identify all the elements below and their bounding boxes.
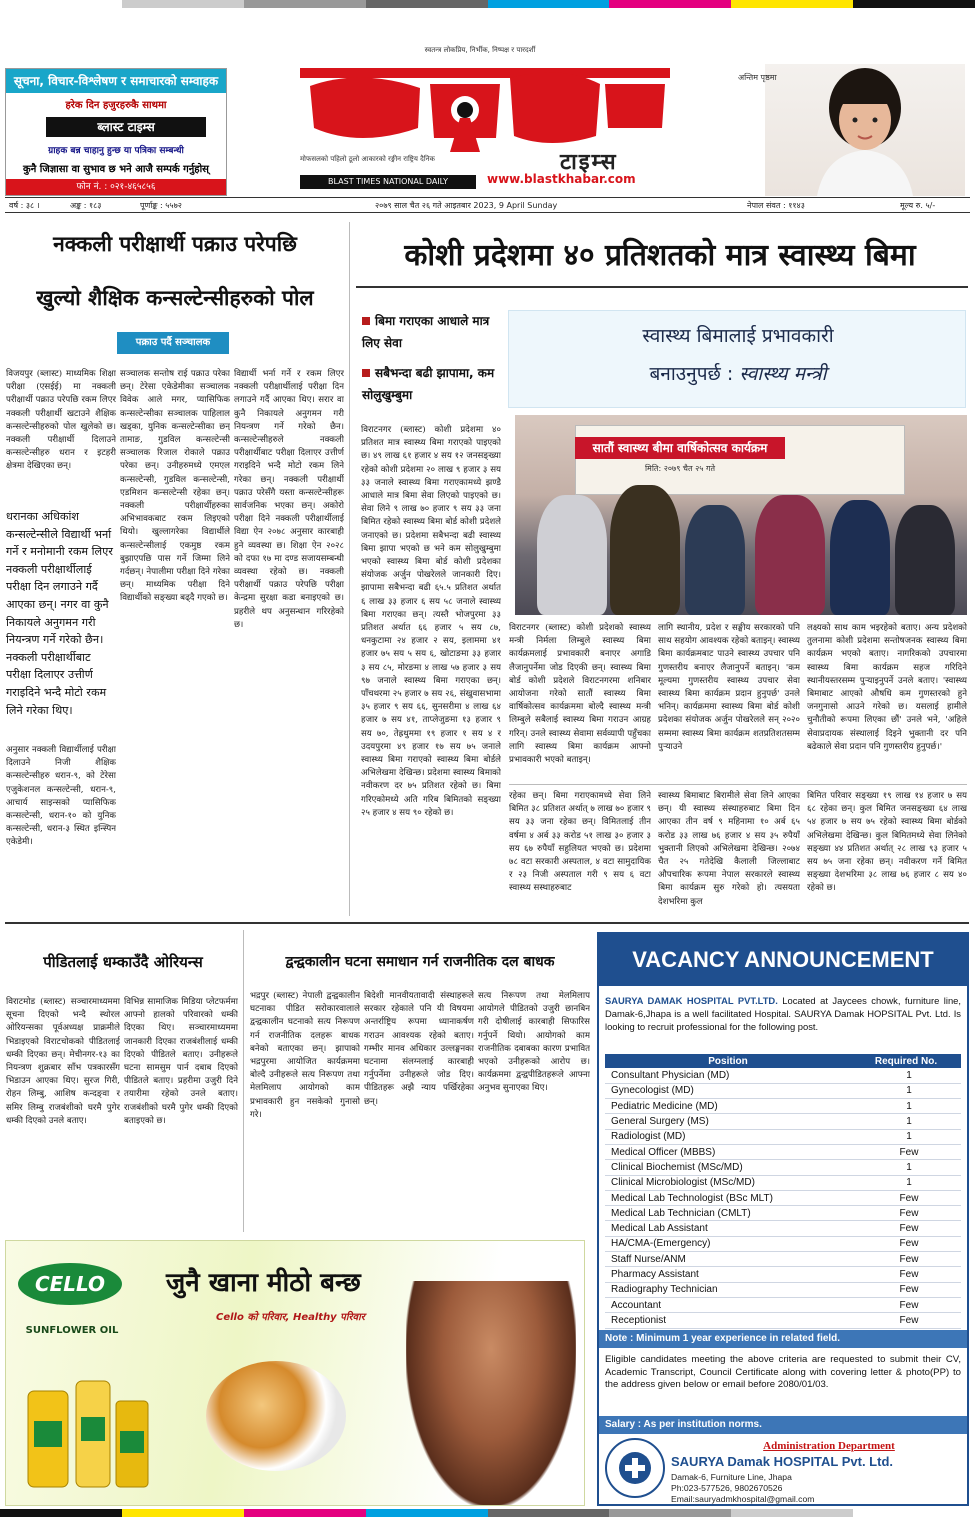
print-color-strip	[0, 1509, 975, 1517]
position-cell: Medical Lab Assistant	[605, 1221, 851, 1236]
vacancy-title: VACANCY ANNOUNCEMENT	[599, 934, 967, 986]
position-cell: Radiography Technician	[605, 1282, 851, 1297]
person-figure	[610, 485, 680, 615]
person-figure	[755, 495, 825, 615]
oil-bottles-image	[18, 1361, 153, 1491]
position-cell: Consultant Physician (MD)	[605, 1068, 851, 1083]
required-cell: Few	[851, 1190, 961, 1205]
bottom-mid-col3: सत्य निरूपण तथा मेलमिलाप आयोगले पीडितको उजुरी छानबिन गरी दोषीलाई कारबाही सिफारिस गर्नुपर्ने थियो। आयोगको काम राजनीतिक दबाबका कारण प्रभावित भएको उनीहरूको आरोप छ। कार्यक्रममा द्वन्द्वपीडितहरूले आफ्ना अनुभव सुनाएका थिए।	[478, 991, 590, 1094]
person-figure	[830, 500, 890, 615]
required-cell: Few	[851, 1267, 961, 1282]
price: मूल्य रु. ५/-	[900, 201, 936, 210]
required-cell: Few	[851, 1221, 961, 1236]
website-link[interactable]: www.blastkhabar.com	[487, 172, 636, 186]
vacancy-row	[605, 1282, 961, 1297]
required-header: Required No.	[851, 1054, 961, 1068]
photo-caption: अन्तिम पृष्ठमा	[738, 73, 777, 82]
model-image	[406, 1281, 576, 1506]
bottom-left-col2: विभिन्न सामाजिक मिडिया प्लेटफर्ममा आफ्नो हालको परिवारको धम्की दिएका थिए। सञ्चारमाध्यममा जानकारी दिएका राजबंशीलाई धम्की दिएको पीडितले बताए। उनीहरूले घटना सामसुम पार्न दबाब दिएको पीडितले बताए। प्रहरीमा उजुरी दिने तयारीमा रहेको उनले बताए। राजबंशीको घरमै पुगेर धम्की दिएको बताइएको छ।	[124, 997, 238, 1126]
main-headline: कोशी प्रदेशमा ४० प्रतिशतको मात्र स्वास्थ्य बिमा	[404, 238, 916, 273]
vacancy-row	[605, 1114, 961, 1129]
bottom-mid-headline: द्वन्द्वकालीन घटना समाधान गर्न राजनीतिक दल बाधक	[285, 954, 555, 970]
position-cell: Clinical Biochemist (MSc/MD)	[605, 1160, 851, 1175]
position-cell: Staff Nurse/ANM	[605, 1252, 851, 1267]
person-figure	[537, 495, 607, 615]
issue: अङ्क : १८३	[70, 201, 102, 210]
hospital-name: SAURYA Damak HOSPITAL Pvt. Ltd.	[671, 1454, 894, 1469]
ad-tagline: हरेक दिन हजुरहरुकै साथमा	[65, 100, 167, 111]
required-cell: 1	[851, 1099, 961, 1114]
vacancy-row	[605, 1190, 961, 1205]
vacancy-row	[605, 1160, 961, 1175]
subscription-ad	[5, 68, 227, 196]
bullet-2: सबैभन्दा बढी झापामा, कम सोलुखुम्बुमा	[362, 366, 495, 402]
banner-date: मिति: २०७९ चैत २५ गते	[644, 464, 716, 473]
event-banner	[575, 425, 905, 495]
required-cell: Few	[851, 1206, 961, 1221]
date: २०७९ साल चैत २६ गते आइतबार 2023, 9 April Sunday	[375, 201, 558, 210]
vacancy-row	[605, 1083, 961, 1098]
position-cell: Receptionist	[605, 1313, 851, 1328]
position-cell: Gynecologist (MD)	[605, 1083, 851, 1098]
position-cell: Medical Officer (MBBS)	[605, 1144, 851, 1159]
dateline-bar	[5, 197, 970, 213]
vacancy-row	[605, 1313, 961, 1328]
left-col3-text: विद्यार्थी भर्ना गर्ने र रकम लिएर नक्कली परीक्षार्थीलाई परीक्षा दिन लगाउने गर्दै आएका थिए। सरार वा कुनै निकायले अनुगमन गरी नियन्त्रण गर्ने गरेको छैन। कन्सल्टेन्सीहरुले नक्कली परीक्षार्थीबाट परीक्षा दिलाएर उत्तीर्ण गराइदिने भन्दै मोटो रकम लिने गरेका छन्। नक्कली परीक्षार्थी पक्राउ परेसँगै यस्ता कन्सल्टेन्सीहरू सार्वजनिक भएका छन्। अकोरो परीक्षा दिने नक्कली परीक्षार्थीलाई विद्या ऐन २०७८ अनुसार कारबाही हुने व्यवस्था छ। शिक्षा ऐन २०२८ को दफा १७ मा दण्ड सजायसम्बन्धी व्यवस्था रहेको छ। नक्कली परीक्षार्थी पक्राउ परेपछि परीक्षा केन्द्रमा सुरक्षा कडा बनाइएको छ। प्रहरीले थप अनुसन्धान गरिरहेको छ।	[234, 369, 344, 630]
vacancy-row	[605, 1129, 961, 1144]
column-divider	[243, 930, 244, 1232]
left-col1b-text: अनुसार नक्कली विद्यार्थीलाई परीक्षा दिलाउने निजी शैक्षिक कन्सल्टेन्सीहरु धरान-९, को टेरेसा एजुकेशनल कन्सल्टेन्सी, धरान-९, आचार्य साइन्सको प्यासिफिक कन्सल्टेन्सी, धरान-१० को युनिक कन्सल्टेन्सी, धरान-३ स्थित इन्स्पिन एकेडेमी।	[6, 745, 116, 848]
required-cell: 1	[851, 1114, 961, 1129]
bullet-1: बिमा गराएका आधाले मात्र लिए सेवा	[362, 314, 490, 350]
vacancy-row	[605, 1068, 961, 1083]
hospital-logo	[605, 1438, 665, 1498]
required-cell: Few	[851, 1282, 961, 1297]
person-figure	[895, 505, 955, 615]
position-cell: HA/CMA-(Emergency)	[605, 1236, 851, 1251]
cello-headline: जुनै खाना मीठो बन्छ	[166, 1268, 361, 1298]
vacancy-intro: SAURYA DAMAK HOSPITAL PVT.LTD. Located at Jaycees chowk, furniture line, Damak-6,Jhapa is a well facilitated Hospital. SAURYA Damak HOPSITAL Pvt. Ltd. Is looking to recruit professional for the following post.	[605, 995, 961, 1032]
column-divider	[349, 222, 350, 916]
headline-rule	[356, 286, 968, 288]
left-col1-text: विजयपुर (ब्लास्ट) माध्यमिक शिक्षा परीक्षा (एसईई) मा नक्कली परीक्षार्थी पक्राउ परेपछि रकम लिएर नक्कली परीक्षार्थी खटाउने शैक्षिक कन्सल्टेन्सीहरुको पोल खुलेको छ। नक्कली परीक्षार्थी दिलाउने कन्सल्टेन्सीहरु धरान र इटहरी क्षेत्रमा देखिएका छन्।	[6, 369, 116, 472]
vacancy-note: Note : Minimum 1 year experience in related field.	[599, 1330, 967, 1348]
hospital-address: Damak-6, Furniture Line, Jhapa Ph:023-577526, 9802670526 Email:sauryadmkhospital@gmail.com	[671, 1472, 963, 1505]
cello-slogan: Cello को परिवार, Healthy परिवार	[216, 1312, 365, 1323]
vacancy-row	[605, 1175, 961, 1190]
vacancy-row	[605, 1206, 961, 1221]
left-pull-quote: धरानका अधिकांश कन्सल्टेन्सीले विद्यार्थी भर्ना गर्ने र मनोमानी रकम लिएर नक्कली परीक्षार्थीलाई परीक्षा दिन लगाउने गर्दै आएका छन्। नगर वा कुनै निकायले अनुगमन गरी नियन्त्रण गर्ने गरेको छैन। नक्कली परीक्षार्थीबाट परीक्षा दिलाएर उत्तीर्ण गराइदिने भन्दै मोटो रकम लिने गरेका थिए।	[6, 510, 113, 717]
bottom-mid-col2: बिदेशी मानवीयतावादी संस्थाहरूले सरकार रहेकाले पनि यी विषयमा अन्तर्राष्ट्रिय रूपमा ध्यानाकर्षण गराउन आवश्यक रहेको बताए। गम्भीर मानव अधिकार उल्लङ्घनका घटनामा संलग्नलाई कारबाही गर्नुपर्नेमा उनीहरूले जोड दिए। पीडितहरू अझै न्याय पर्खिरहेका छन्।	[364, 991, 474, 1107]
position-cell: Medical Lab Technologist (BSc MLT)	[605, 1190, 851, 1205]
logo-subtitle: मोफसलको पहिलो ठूलो आकारको रङ्गीन राष्ट्रिय दैनिक	[300, 155, 435, 163]
vacancy-eligibility: Eligible candidates meeting the above criteria are requested to submit their CV, Academic Transcript, Council Certificate along with covering letter & photo(PP) to the address given below or email before 2080/01/03.	[605, 1354, 961, 1391]
vacancy-ad	[597, 932, 969, 1506]
vacancy-row	[605, 1236, 961, 1251]
vacancy-row	[605, 1221, 961, 1236]
position-header: Position	[605, 1054, 851, 1068]
quote-line-1: स्वास्थ्य बिमालाई प्रभावकारी	[642, 325, 834, 347]
person-figure	[685, 505, 745, 615]
position-cell: Accountant	[605, 1297, 851, 1312]
vacancy-table	[605, 1054, 961, 1329]
vacancy-row	[605, 1099, 961, 1114]
vacancy-salary: Salary : As per institution norms.	[599, 1416, 967, 1434]
cello-product-name: SUNFLOWER OIL	[25, 1325, 119, 1336]
required-cell: 1	[851, 1129, 961, 1144]
national-daily-label: BLAST TIMES NATIONAL DAILY	[300, 175, 476, 189]
main-col-c: लागि स्थानीय, प्रदेश र सङ्घीय सरकारको पनि साथ सहयोग आवश्यक रहेको बताइन्। स्वास्थ्य बिमा कार्यक्रमबाट पाउने स्वास्थ्य उपचार पनि गुणस्तरीय बनाएर लैजानुपर्ने बताइन्। 'कम मूल्यमा गुणस्तरीय स्वास्थ्य उपचार सेवा स्वास्थ्य बिमा कार्यक्रम प्रदान हुनुपर्छ' उनले भनिन्। कार्यक्रममा स्वास्थ्य बिमा बोर्ड कोशी प्रदेशका संयोजक अर्जुन पोखरेलले सन् २०२० सम्ममा स्वास्थ्य बिमा कार्यक्रम शतप्रतिशतसम्म पुऱ्याउने	[658, 623, 800, 752]
vacancy-row	[605, 1252, 961, 1267]
logo-times-word: टाइम्स	[560, 150, 618, 175]
required-cell: 1	[851, 1160, 961, 1175]
required-cell: Few	[851, 1144, 961, 1159]
vacancy-row	[605, 1297, 961, 1312]
required-cell: 1	[851, 1068, 961, 1083]
nepal-samvat: नेपाल संवत : ११४३	[747, 201, 805, 210]
ad-headline: सूचना, विचार-विश्लेषण र समाचारको सम्वाहक	[6, 69, 226, 93]
food-plate-image	[206, 1361, 346, 1471]
position-cell: Clinical Microbiologist (MSc/MD)	[605, 1175, 851, 1190]
required-cell: Few	[851, 1252, 961, 1267]
newspaper-logo	[300, 58, 670, 154]
admin-department: Administration Department	[763, 1440, 895, 1452]
main-col-g: बिमित परिवार सङ्ख्या १९ लाख १४ हजार ७ सय ६८ रहेका छन्। कुल बिमित जनसङ्ख्या ६४ लाख ५४ हजार ७ सय ७५ रहेको स्वास्थ्य बिमा बोर्डको अभिलेखमा देखिन्छ। कुल बिमितमध्ये सेवा लिनेको सङ्ख्या ४४ प्रतिशत अर्थात् २८ लाख ९३ हजार ५ सय ७५ जना रहेका छन्। नवीकरण गर्ने बिमित सङ्ख्या देशभरिमा ३८ लाख ७६ हजार ८ सय ४० रहेको छ।	[807, 791, 967, 894]
required-cell: 1	[851, 1083, 961, 1098]
left-headline-1: नक्कली परीक्षार्थी पक्राउ परेपछि	[53, 232, 297, 256]
ad-paper-name: ब्लास्ट टाइम्स	[46, 117, 206, 137]
logo-tagline: स्वतन्त्र लोकप्रिय, निर्भीक, निष्पक्ष र पारदर्शी	[424, 46, 536, 54]
volume: वर्ष : ३८ ।	[9, 201, 40, 210]
bottom-left-headline: पीडितलाई धम्काउँदै ओरियन्स	[43, 953, 203, 971]
page-rule	[5, 922, 969, 924]
position-cell: Medical Lab Technician (CMLT)	[605, 1206, 851, 1221]
banner-title: सातौं स्वास्थ्य बीमा वार्षिकोत्सव कार्यक्रम	[575, 437, 785, 459]
ad-phone: फोन नं. : ०२१-४६५८५६	[6, 179, 226, 195]
required-cell: 1	[851, 1175, 961, 1190]
print-color-strip	[0, 0, 975, 8]
required-cell: Few	[851, 1297, 961, 1312]
quote-line-2: बनाउनुपर्छ : स्वास्थ्य मन्त्री	[649, 363, 827, 385]
vacancy-row	[605, 1144, 961, 1159]
main-col-b: विराटनगर (ब्लास्ट) कोशी प्रदेशको स्वास्थ्य मन्त्री निर्मला लिम्बुले स्वास्थ्य बिमा कार्यक्रमलाई प्रभावकारी बनाएर अगाडि लैजानुपर्नेमा जोड दिएकी छन्। स्वास्थ्य बिमा बोर्ड कोशी प्रदेशले विराटनगरमा शनिबार आयोजना गरेको सातौं स्वास्थ्य बिमा वार्षिकोत्सव कार्यक्रममा बोल्दै स्वास्थ्य मन्त्री लिम्बुले सबैलाई स्वास्थ्य बिमा गराउन आग्रह गरिन्। उनले स्वास्थ्य सेवामा सर्वव्यापी पहुँचका लागि स्वास्थ्य बिमा कार्यक्रम आफ्नो प्रभावकारी भएको बताइन्।	[509, 623, 651, 766]
position-cell: Pharmacy Assistant	[605, 1267, 851, 1282]
bottom-mid-col1: भद्रपुर (ब्लास्ट) नेपाली द्वन्द्वकालीन घटनाका पीडित सरोकारवालाले द्वन्द्वकालीन घटनाको सत्य निरूपण गर्न राजनीतिक दलहरू बाधक बनेको बताएका छन्। झापाको भद्रपुरमा आयोजित कार्यक्रममा बोल्दै उनीहरूले सत्य निरूपण तथा मेलमिलाप आयोगको काम प्रभावकारी हुन नसकेको गुनासो गरे।	[250, 991, 360, 1120]
cello-logo: CELLO	[18, 1263, 122, 1305]
cello-oil-ad	[5, 1240, 585, 1506]
position-cell: General Surgery (MS)	[605, 1114, 851, 1129]
main-col-d: लक्ष्यको साथ काम भइरहेको बताए। अन्य प्रदेशको तुलनामा कोशी प्रदेशमा सन्तोषजनक स्वास्थ्य बिमा कार्यक्रम भएको बताए। नागरिकको उपचारमा स्वास्थ्य बिमा कार्यक्रम सहज गरिदिने स्थानीयस्तरसम्म पुऱ्याइनुपर्ने उनले बताए। 'स्वास्थ्य बिमाबाट आएको औषधि कम गुणस्तरको हुने जनगुनासो आउने गरेको छ। यसलाई हामीले चुनौतीको रूपमा लिएका छौं' उनले भने, 'अहिले सेवाप्रदायक संस्थालाई दिइने भुक्तानी दर पनि बढेकाले सेवा प्रदान पनि गुणस्तरीय हुनुपर्छ।'	[807, 623, 967, 752]
position-cell: Pediatric Medicine (MD)	[605, 1099, 851, 1114]
vacancy-row	[605, 1267, 961, 1282]
ad-line: ग्राहक बन्न चाहानु हुन्छ या पत्रिका सम्बन्धी	[48, 146, 184, 156]
total-issue: पूर्णाङ्क : ५५७२	[140, 201, 182, 210]
bottom-left-col1: विराटमोड (ब्लास्ट) सञ्चारमाध्यममा सूचना दिएको भन्दै स्थोरल ओरियन्सका पूर्वअध्यक्ष प्राक्रमीले भिडाइएको विराटचोकको पीडितलाई धम्की दिएका छन्। मेचीनगर-१३ का नियन्त्रण शुक्रबार साँभ पत्रकारसँग भिडाउन आएका थिए। सुरज गिरी, रोहन लिम्बु, आशिष कन्दङ्वा र समिर लिम्बु राजबंशीको घरमै पुगेर धम्की दिएको उनले बताए।	[6, 997, 120, 1126]
main-col-e: रहेका छन्। बिमा गराएकामध्ये सेवा लिने बिमित ३८ प्रतिशत अर्थात् ७ लाख ७० हजार ९ सय ३३ जना रहेका छन्। विमितलाई तीन वर्षमा ४ अर्ब ३३ करोड ५१ लाख ३० हजार ३ सय ६७ रुपैयाँ सहुलियत भएको छ। प्रदेशमा ७८ वटा सरकारी अस्पताल, ४ वटा सामुदायिक र २३ निजी अस्पताल गरी ९ सय ६ वटा स्वास्थ्य सस्थाहरुबाट	[509, 791, 651, 894]
required-cell: Few	[851, 1313, 961, 1328]
ad-line: कुनै जिज्ञासा वा सुभाव छ भने आजै सम्पर्क गर्नुहोस्	[23, 164, 209, 175]
event-photo	[515, 415, 967, 615]
left-subheading: पक्राउ पर्दै सञ्चालक	[117, 332, 229, 354]
hospital-email[interactable]: Email:sauryadmkhospital@gmail.com	[671, 1494, 815, 1504]
left-col2-text: सञ्चालक सन्तोष राई पक्राउ परेका छन्। टेरेसा एकेडेमीका सञ्चालक विवेक आले मगर, प्यासिफिक कन्सल्टेन्सीका सञ्चालक पाहिलाल खड्का, युनिक कन्सल्टेन्सीका छन् तामाङ, गुडविल कन्सल्टेन्सी सञ्चालक रिजाल रोकाले पक्राउ परेका छन्। उनीहरुमध्ये एमएल कन्सल्टेन्सी, गुडविल कन्सल्टेन्सी, एडमिशन कन्सल्टेन्सी रहेका छन्। नक्कली परीक्षार्थीहरुका अभिभावकबाट रकम लिइएको थियो। खुल्लागरेका विद्यार्थीले कन्सल्टेन्सीलाई एकमुष्ठ रकम बुझाएपछि पास गर्ने जिम्मा लिने गर्दछन्। नेपालीमा परीक्षा दिने गरेका छन्। माध्यमिक परीक्षा दिने विद्यार्थीको सङ्ख्या बढ्दै गएको छ।	[120, 369, 230, 604]
section-divider	[509, 784, 967, 785]
main-col-f: स्वास्थ्य बिमाबाट बिरामीले सेवा लिने आएका छन्। यी स्वास्थ्य संस्थाहरुबाट बिमा दिन आएका तीन वर्ष ९ महिनामा १० अर्ब ६५ करोड ३३ लाख ७६ हजार ४ सय ३५ रुपैयाँ भुक्तानी लिएको अभिलेखमा देखिन्छ। २०७४ चैत २५ गतेदेखि कैलाली जिल्लाबाट औपचारिक रूपमा नेपाल सरकारले स्वास्थ्य बिमा कार्यक्रम सुरु गरेको हो। त्यसयता देशभरिमा कुल	[658, 791, 800, 907]
required-cell: Few	[851, 1236, 961, 1251]
left-headline-2: खुल्यो शैक्षिक कन्सल्टेन्सीहरुको पोल	[36, 286, 314, 310]
child-photo	[765, 64, 965, 196]
main-col-a: विराटनगर (ब्लास्ट) कोशी प्रदेशमा ४० प्रतिशत मात्र स्वास्थ्य बिमा गराएको पाइएको छ। ४९ लाख ६१ हजार ४ सय १२ जनसङ्ख्या रहेको कोशी प्रदेशमा २० लाख ९ हजार ३ सय ३३ जनाले स्वास्थ्य बिमा गराएकामध्ये झण्डै आधाले मात्र बिमा सेवा लिएको पाइएको छ। सेवा लिने ९ लाख ७० हजार ९ सय ३३ जना बिमित रहेको स्वास्थ्य बिमा बोर्ड कोशी प्रदेशले जनाएको छ। प्रदेशमा सबैभन्दा बढी स्वास्थ्य बिमा झापा भएको छ भने कम सोलुखुम्बुमा भएको स्वास्थ्य बिमा बोर्ड कोशी प्रदेशका संयोजक अर्जुन पोखरेलले जानकारी दिए। झापामा सबैभन्दा बढी ६५.५ प्रतिशत अर्थात ६ लाख ३३ हजार ६ सय ५८ जनाले स्वास्थ्य बिमा गराएका छन्। त्यस्तै भोजपुरमा ३३ प्रतिशत अर्थात ६६ हजार ५ सय ८७, धनकुटामा २४ हजार २ सय, इलाममा ४१ हजार ७५ सय ५ सय ६, खोटाङमा ३३ हजार ३ सय ८५, मोरङमा ४ लाख ५७ हजार ३ सय ९७ जनाले स्वास्थ्य बिमा गराएका छन्। पाँचथरमा २५ हजार ७ सय २६, संखुवासभामा ३५ हजार ९ सय ६६, सुनसरीमा ४ लाख ६४ हजार ७ सय ४१, ताप्लेजुङमा १३ हजार ९ सय ७०, तेह्रथुममा १९ हजार १ सय ४ र उदयपुरमा ४९ हजार १७ सय ७५ जनाले स्वास्थ्य बिमा गराएको स्वास्थ्य बिमा बोर्डले अभिलेखमा देखिन्छ। प्रदेशमा स्वास्थ्य बिमाको नवीकरण दर ७५ प्रतिशत रहेको छ। बिमा गरिएकोमध्ये अति गरिब बिमितको सङ्ख्या २५ हजार ४ सय ९० रहेको छ।	[361, 425, 501, 818]
position-cell: Radiologist (MD)	[605, 1129, 851, 1144]
